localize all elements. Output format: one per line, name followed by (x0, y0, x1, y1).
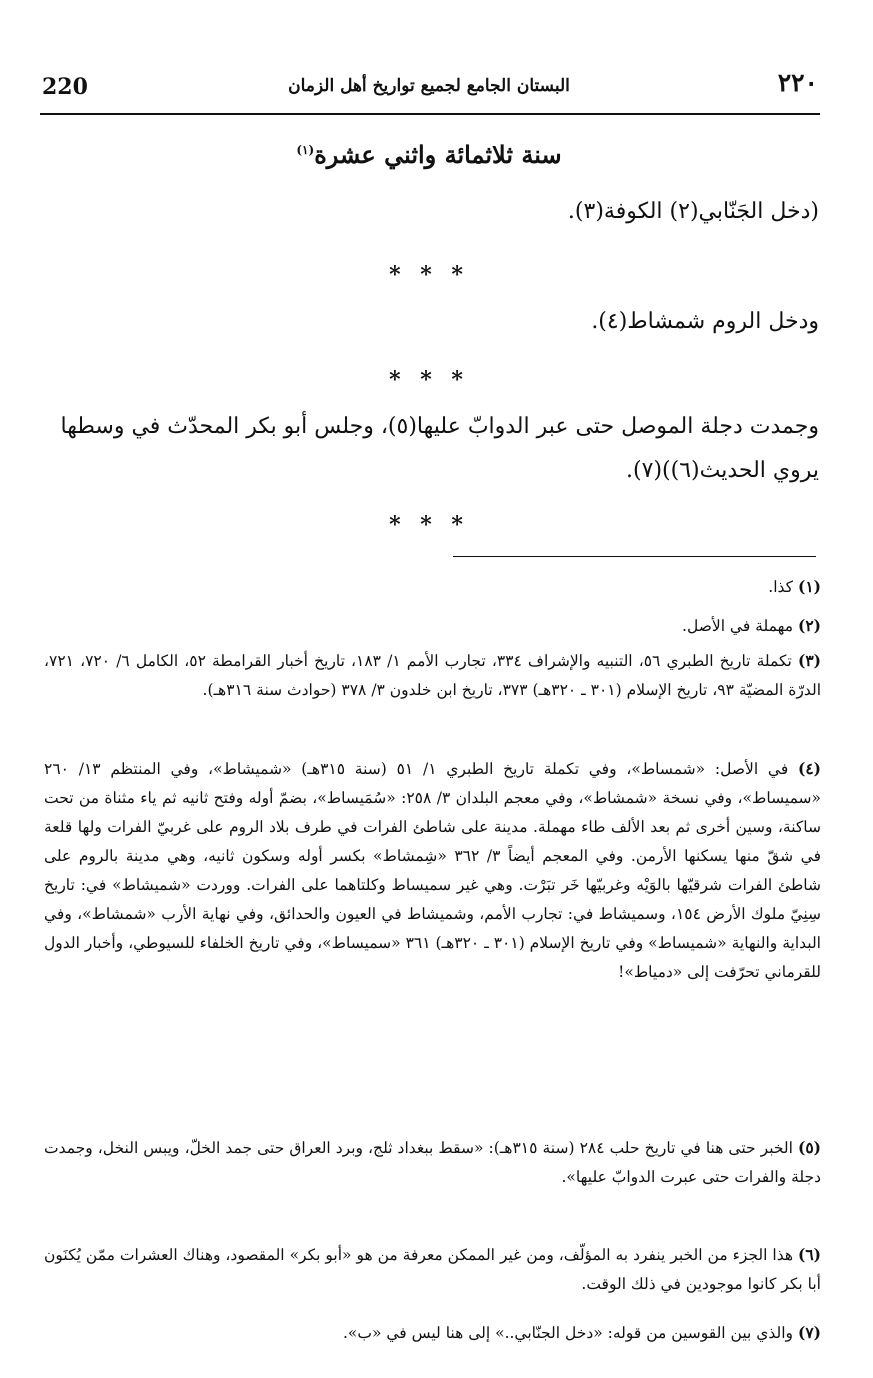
paragraph-1: (دخل الجَنّابي(٢) الكوفة(٣). (567, 199, 819, 224)
footnote-6 (44, 1240, 821, 1299)
footnote-text: والذي بين القوسين من قوله: «دخل الجنّابي..» إلى هنا ليس في «ب». (342, 1324, 794, 1342)
paragraph-2: ودخل الروم شمشاط(٤). (591, 309, 819, 334)
footnote-number: (٤) (797, 759, 821, 778)
separator-2: * * * (389, 367, 469, 393)
header-rule (40, 113, 820, 115)
footnote-3 (44, 646, 821, 705)
footnote-text: تكملة تاريخ الطبري ٥٦، التنبيه والإشراف ٣٣٤، تجارب الأمم ١/ ١٨٣، تاريخ أخبار القرامطة ٥٢، الكامل ٦/ ٧٢٠، ٧٢١، الدرّة المضيّة ٩٣، تاريخ الإسلام (٣٠١ ـ ٣٢٠هـ) ٣٧٣، تاريخ ابن خلدون ٣/ ٣٧٨ (حوادث سنة ٣١٦هـ). (44, 652, 821, 699)
running-header (40, 70, 818, 112)
separator-3: * * * (389, 512, 469, 538)
section-title-text: سنة ثلاثمائة واثني عشرة (314, 140, 562, 169)
footnote-text: في الأصل: «شمساط»، وفي تكملة تاريخ الطبري ١/ ٥١ (سنة ٣١٥هـ) «شميشاط»، وفي المنتظم ١٣/ ٢٦٠ «سميساط»، وفي نسخة «شمشاط»، وفي معجم البلدان ٣/ ٢٥٨: «سُمَيساط»، بضمّ أوله وفتح ثانيه ثم ياء مثناة من تحت ساكنة، وسين أخرى ثم بعد الألف طاء مهملة. مدينة على شاطئ الفرات في طرف بلاد الروم على غربيّ الفرات ولها قلعة في شقّ منها يسكنها الأرمن. وفي المعجم أيضاً ٣/ ٣٦٢ «شِمشاط» بكسر أوله وسكون ثانيه، وهي مدينة بالروم على شاطئ الفرات شرقيّها بالوَيْه وغربيّها خَر تبَرْت. وهي غير سميساط وكلتاهما على الفرات. ووردت «شميشاط» في: تاريخ سِنِيّ ملوك الأرض ١٥٤، وسميشاط في: تجارب الأمم، وشميشاط في العيون والحدائق، وفي نهاية الأرب «شمشاط»، وفي البداية والنهاية «شميساط» وفي تاريخ الإسلام (٣٠١ ـ ٣٢٠هـ) ٣٦١ «سميساط»، وفي تاريخ الخلفاء للسيوطي، وأخبار الدول للقرماني تحرّفت إلى «دمياط»! (44, 760, 822, 981)
footnote-number: (٦) (797, 1245, 821, 1264)
footnote-number: (٢) (797, 616, 821, 635)
page-number-latin: 220 (42, 74, 88, 100)
footnote-text: كذا. (768, 578, 794, 596)
section-title (40, 140, 818, 169)
footnote-5 (44, 1133, 821, 1192)
footnote-number: (٣) (797, 651, 821, 670)
title-note-marker: (١) (296, 143, 315, 157)
footnote-rule (453, 556, 816, 557)
paragraph-3: وجمدت دجلة الموصل حتى عبر الدوابّ عليها(٥)، وجلس أبو بكر المحدّث في وسطها يروي الحديث(٦))(٧). (60, 414, 819, 483)
footnote-text: مهملة في الأصل. (682, 617, 794, 635)
footnote-7 (44, 1318, 821, 1348)
separator-1: * * * (389, 262, 469, 288)
footnote-number: (٧) (797, 1323, 821, 1342)
footnote-text: الخبر حتى هنا في تاريخ حلب ٢٨٤ (سنة ٣١٥هـ): «سقط ببغداد ثلج، وبرد العراق حتى جمد الخلّ، ويبس النخل، وجمدت دجلة والفرات حتى عبرت الدوابّ عليها». (44, 1139, 821, 1186)
running-title: البستان الجامع لجميع تواريخ أهل الزمان (288, 76, 570, 96)
footnote-2 (44, 611, 821, 641)
footnote-4 (44, 754, 821, 987)
footnote-1 (44, 572, 821, 602)
footnote-number: (١) (797, 577, 821, 596)
footnote-text: هذا الجزء من الخبر ينفرد به المؤلّف، ومن غير الممكن معرفة من هو «أبو بكر» المقصود، وهناك العشرات ممّن يُكنَون أبا بكر كانوا موجودين في ذلك الوقت. (44, 1246, 821, 1293)
page-number-arabic: ٢٢٠ (777, 68, 818, 97)
footnote-number: (٥) (797, 1138, 821, 1157)
